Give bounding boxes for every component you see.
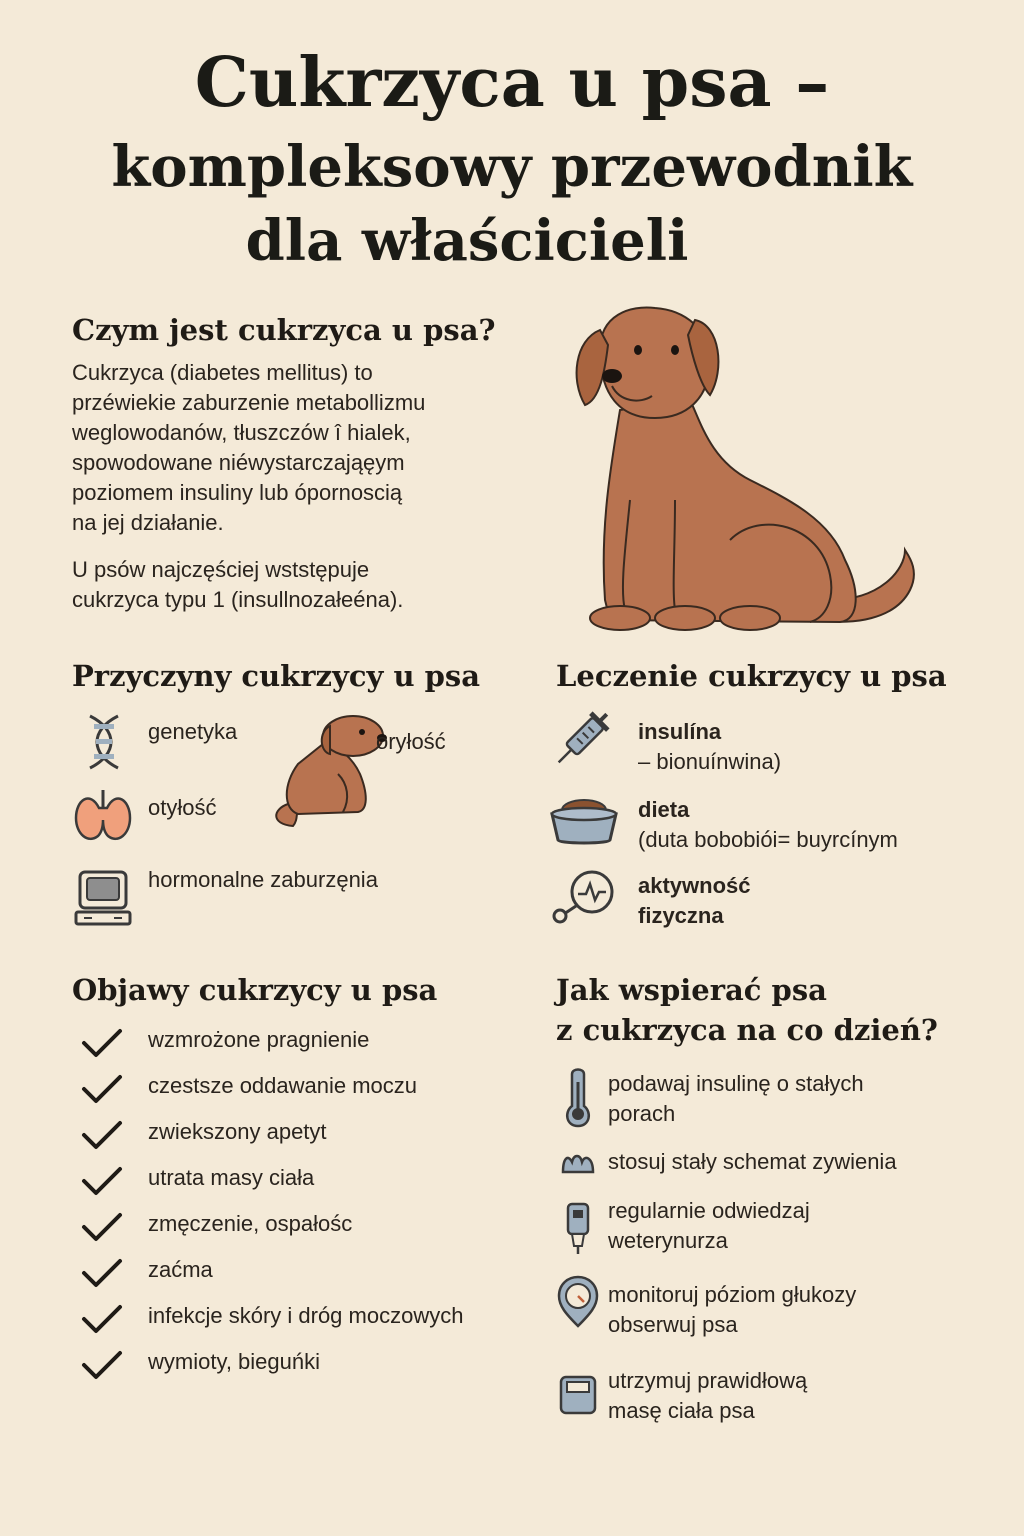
symptom-item: wymioty, bieguńki <box>148 1349 320 1374</box>
treatment-activity: aktywność fizyczna <box>638 873 751 928</box>
cause-label-genetics: genetyka <box>148 719 238 744</box>
thyroid-icon <box>72 786 134 846</box>
title-line-2: kompleksowy przewodnik <box>111 134 913 200</box>
checkmark-icon <box>80 1119 124 1151</box>
symptom-item: utrata masy ciała <box>148 1165 315 1190</box>
gauge-icon <box>556 1274 600 1328</box>
symptom-item: wzmrożone pragnienie <box>148 1027 370 1052</box>
symptom-item: infekcje skóry i dróg moczowych <box>148 1303 464 1328</box>
section-heading-treatment: Leczenie cukrzycy u psa <box>556 659 947 693</box>
checkmark-icon <box>80 1257 124 1289</box>
checkmark-icon <box>80 1165 124 1197</box>
support-item-5: utrzymuj prawidłową masę ciała psa <box>608 1368 808 1423</box>
treatment-insulin: insulína – bionuínwina) <box>638 719 782 774</box>
food-bowl-icon <box>548 794 620 846</box>
activity-icon <box>550 868 616 928</box>
treatment-diet: dieta (duta bobobiói= buyrcínym <box>638 797 898 852</box>
cause-label-hormonal: hormonalne zaburzęnia <box>148 867 378 892</box>
section-heading-causes: Przyczyny cukrzycy u psa <box>72 659 481 693</box>
computer-icon <box>74 868 132 928</box>
sitting-dog-illustration <box>560 300 930 640</box>
checkmark-icon <box>80 1349 124 1381</box>
symptom-item: zaćma <box>148 1257 213 1282</box>
section-heading-symptoms: Objawy cukrzycy u psa <box>72 973 438 1007</box>
what-paragraph-2: U psów najczęściej wststępuje cukrzyca typu 1 (insullnozałeéna). <box>72 557 404 612</box>
support-item-3: regularnie odwiedzaj weterynurza <box>608 1198 810 1253</box>
checkmark-icon <box>80 1303 124 1335</box>
checkmark-icon <box>80 1211 124 1243</box>
syringe-icon <box>552 708 612 770</box>
small-dog-illustration <box>268 714 388 832</box>
symptom-item: czestsze oddawanie moczu <box>148 1073 418 1098</box>
symptom-item: zmęczenie, ospałośc <box>148 1211 353 1236</box>
support-item-4: monitoruj póziom głukozy obserwuj psa <box>608 1282 857 1337</box>
cause-label-obesity: otyłość <box>148 795 217 820</box>
support-item-1: podawaj insulinę o stałych porach <box>608 1071 864 1126</box>
title-line-3: dla właścicieli <box>245 208 689 274</box>
symptom-item: zwiekszony apetyt <box>148 1119 327 1144</box>
glucometer-icon <box>562 1200 594 1256</box>
page-title <box>0 38 1024 276</box>
section-heading-what: Czym jest cukrzyca u psa? <box>72 313 496 347</box>
thermometer-icon <box>562 1068 594 1128</box>
dna-icon <box>80 712 128 772</box>
section-heading-support: Jak wspierać psa z cukrzyca na co dzień? <box>556 973 938 1047</box>
checkmark-icon <box>80 1027 124 1059</box>
cause-extra-label: oryłość <box>376 729 446 754</box>
scale-icon <box>558 1374 598 1416</box>
checkmark-icon <box>80 1073 124 1105</box>
what-paragraph-1: Cukrzyca (diabetes mellitus) to przéwiekie zaburzenie metabollizmu weglowodanów, tłuszczów î hialek, spowodowane niéwystarczająęym poziomem insuliny lub ópornoscią na jej działanie. <box>72 360 426 535</box>
support-item-2: stosuj stały schemat zywienia <box>608 1149 897 1174</box>
food-icon <box>560 1150 596 1176</box>
title-line-1: Cukrzyca u psa – <box>194 43 830 123</box>
